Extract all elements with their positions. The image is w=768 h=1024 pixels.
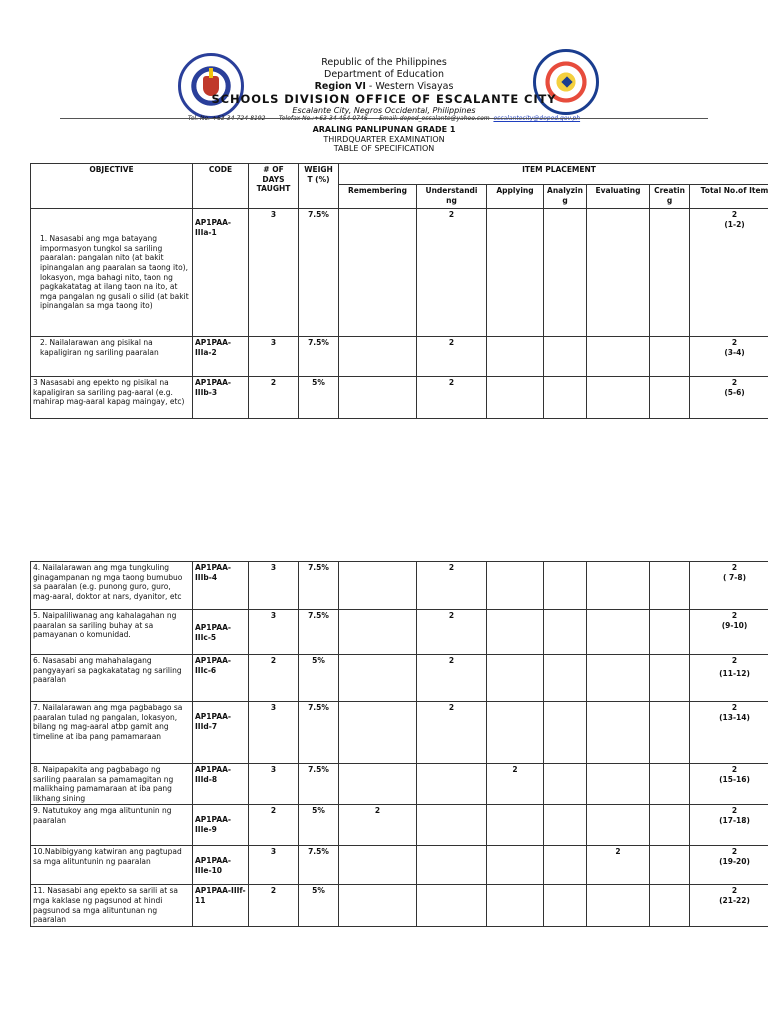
code-cell: AP1PAA-IIId-8: [193, 764, 249, 805]
header-analyzing: Analyzin g: [544, 185, 587, 209]
applying-cell: [487, 377, 544, 419]
total-cell: 2 (3-4): [690, 337, 768, 377]
creating-cell: [650, 885, 690, 926]
header-department: Department of Education: [324, 69, 444, 80]
table-row: [31, 846, 768, 885]
table-row: [31, 702, 768, 764]
analyzing-cell: [544, 846, 587, 885]
analyzing-cell: [544, 655, 587, 702]
table-row: [31, 610, 768, 655]
evaluating-cell: 2: [587, 846, 650, 885]
table-row: [31, 655, 768, 702]
total-cell: 2 (11-12): [690, 655, 768, 702]
code-cell: AP1PAA-IIIc-6: [193, 655, 249, 702]
header-contact: Tel. No. +63-34-724-8192 Telefax No.:+63-34-454-0746 Email: deped_escalante@yahoo.com escalantecity@deped.gov.ph: [187, 115, 581, 122]
table-row: [31, 337, 768, 377]
days-cell: 3: [249, 702, 299, 764]
code-cell: AP1PAA-IIIc-5: [193, 610, 249, 655]
weight-cell: 7.5%: [299, 702, 339, 764]
code-cell: AP1PAA-IIIa-2: [193, 337, 249, 377]
remembering-cell: [339, 610, 417, 655]
applying-cell: [487, 562, 544, 610]
remembering-cell: [339, 337, 417, 377]
objective-cell: 5. Naipaliliwanag ang kahalagahan ng paaralan sa sariling buhay at sa pamayanan o komunidad.: [31, 610, 193, 655]
header-days: # OF DAYS TAUGHT: [249, 164, 299, 209]
days-cell: 3: [249, 562, 299, 610]
table-row: [31, 885, 768, 926]
total-cell: 2 (1-2): [690, 209, 768, 337]
analyzing-cell: [544, 702, 587, 764]
days-cell: 2: [249, 655, 299, 702]
weight-cell: 7.5%: [299, 846, 339, 885]
header-item-placement: ITEM PLACEMENT: [339, 164, 768, 185]
analyzing-cell: [544, 805, 587, 846]
evaluating-cell: [587, 885, 650, 926]
remembering-cell: [339, 764, 417, 805]
understanding-cell: [417, 764, 487, 805]
analyzing-cell: [544, 209, 587, 337]
understanding-cell: 2: [417, 562, 487, 610]
email-link[interactable]: escalantecity@deped.gov.ph: [493, 115, 581, 122]
weight-cell: 7.5%: [299, 562, 339, 610]
days-cell: 2: [249, 805, 299, 846]
subject-title: ARALING PANLIPUNAN GRADE 1: [312, 125, 456, 134]
exam-title: THIRDQUARTER EXAMINATION: [323, 135, 445, 144]
creating-cell: [650, 562, 690, 610]
creating-cell: [650, 337, 690, 377]
analyzing-cell: [544, 562, 587, 610]
header-republic: Republic of the Philippines: [321, 57, 447, 68]
evaluating-cell: [587, 377, 650, 419]
total-cell: 2 (5-6): [690, 377, 768, 419]
objective-cell: 11. Nasasabi ang epekto sa sarili at sa mga kaklase ng pagsunod at hindi pagsunod sa mga alituntunan ng paaralan: [31, 885, 193, 926]
days-cell: 3: [249, 337, 299, 377]
weight-cell: 7.5%: [299, 764, 339, 805]
weight-cell: 5%: [299, 805, 339, 846]
creating-cell: [650, 377, 690, 419]
code-cell: AP1PAA-IIIe-10: [193, 846, 249, 885]
remembering-cell: [339, 655, 417, 702]
remembering-cell: [339, 562, 417, 610]
applying-cell: [487, 610, 544, 655]
evaluating-cell: [587, 562, 650, 610]
total-cell: 2 (13-14): [690, 702, 768, 764]
understanding-cell: 2: [417, 337, 487, 377]
evaluating-cell: [587, 764, 650, 805]
objective-cell: 2. Nailalarawan ang pisikal na kapaligiran ng sariling paaralan: [31, 337, 193, 377]
document-title: TABLE OF SPECIFICATION: [333, 144, 435, 153]
days-cell: 3: [249, 209, 299, 337]
days-cell: 2: [249, 885, 299, 926]
days-cell: 3: [249, 846, 299, 885]
code-cell: AP1PAA-IIIb-3: [193, 377, 249, 419]
evaluating-cell: [587, 337, 650, 377]
objective-cell: 8. Naipapakita ang pagbabago ng sariling paaralan sa pamamagitan ng malikhaing pamamaraan at iba pang likhang sining: [31, 764, 193, 805]
table-row: [31, 377, 768, 419]
days-cell: 2: [249, 377, 299, 419]
total-cell: 2 (9-10): [690, 610, 768, 655]
objective-cell: 6. Nasasabi ang mahahalagang pangyayari sa pagkakatatag ng sariling paaralan: [31, 655, 193, 702]
header-code: CODE: [193, 164, 249, 209]
header-creating: Creatin g: [650, 185, 690, 209]
remembering-cell: 2: [339, 805, 417, 846]
creating-cell: [650, 702, 690, 764]
understanding-cell: 2: [417, 209, 487, 337]
header-objective: OBJECTIVE: [31, 164, 193, 209]
header-region: Region VI - Western Visayas: [314, 81, 454, 92]
weight-cell: 5%: [299, 885, 339, 926]
total-cell: 2 (21-22): [690, 885, 768, 926]
weight-cell: 5%: [299, 655, 339, 702]
code-cell: AP1PAA-IIIf-11: [193, 885, 249, 926]
analyzing-cell: [544, 337, 587, 377]
total-cell: 2 ( 7-8): [690, 562, 768, 610]
code-cell: AP1PAA-IIIa-1: [193, 209, 249, 337]
table-row: [31, 562, 768, 610]
applying-cell: [487, 655, 544, 702]
creating-cell: [650, 805, 690, 846]
header-city: Escalante City, Negros Occidental, Philippines: [292, 106, 476, 115]
header-applying: Applying: [487, 185, 544, 209]
understanding-cell: 2: [417, 702, 487, 764]
table-row: [31, 805, 768, 846]
analyzing-cell: [544, 764, 587, 805]
applying-cell: [487, 337, 544, 377]
objective-cell: 3 Nasasabi ang epekto ng pisikal na kapaligiran sa sariling pag-aaral (e.g. mahirap mag-aaral kapag maingay, etc): [31, 377, 193, 419]
applying-cell: 2: [487, 764, 544, 805]
code-cell: AP1PAA-IIIe-9: [193, 805, 249, 846]
objective-cell: 4. Nailalarawan ang mga tungkuling ginagampanan ng mga taong bumubuo sa paaralan (e.g. punong guro, guro, mag-aaral, doktor at nars, dyanitor, etc: [31, 562, 193, 610]
creating-cell: [650, 610, 690, 655]
header-total: Total No.of Item: [690, 185, 768, 209]
analyzing-cell: [544, 377, 587, 419]
understanding-cell: 2: [417, 655, 487, 702]
understanding-cell: [417, 805, 487, 846]
tos-table-page2: [30, 561, 768, 927]
evaluating-cell: [587, 702, 650, 764]
table-row: [31, 764, 768, 805]
creating-cell: [650, 846, 690, 885]
analyzing-cell: [544, 610, 587, 655]
creating-cell: [650, 655, 690, 702]
applying-cell: [487, 885, 544, 926]
tos-table-page1: [30, 163, 768, 419]
understanding-cell: 2: [417, 377, 487, 419]
objective-cell: 9. Natutukoy ang mga alituntunin ng paaralan: [31, 805, 193, 846]
header-divider: [60, 118, 708, 119]
applying-cell: [487, 209, 544, 337]
code-cell: AP1PAA-IIId-7: [193, 702, 249, 764]
remembering-cell: [339, 846, 417, 885]
objective-cell: 10.Nabibigyang katwiran ang pagtupad sa mga alituntunin ng paaralan: [31, 846, 193, 885]
total-cell: 2 (15-16): [690, 764, 768, 805]
weight-cell: 7.5%: [299, 209, 339, 337]
weight-cell: 5%: [299, 377, 339, 419]
analyzing-cell: [544, 885, 587, 926]
remembering-cell: [339, 885, 417, 926]
evaluating-cell: [587, 805, 650, 846]
remembering-cell: [339, 702, 417, 764]
remembering-cell: [339, 377, 417, 419]
weight-cell: 7.5%: [299, 337, 339, 377]
table-row: [31, 209, 768, 337]
understanding-cell: [417, 846, 487, 885]
understanding-cell: 2: [417, 610, 487, 655]
header-evaluating: Evaluating: [587, 185, 650, 209]
header-weight: WEIGH T (%): [299, 164, 339, 209]
evaluating-cell: [587, 610, 650, 655]
applying-cell: [487, 846, 544, 885]
creating-cell: [650, 764, 690, 805]
remembering-cell: [339, 209, 417, 337]
applying-cell: [487, 805, 544, 846]
header-division: SCHOOLS DIVISION OFFICE OF ESCALANTE CITY: [211, 92, 557, 106]
header-understanding: Understandi ng: [417, 185, 487, 209]
weight-cell: 7.5%: [299, 610, 339, 655]
evaluating-cell: [587, 209, 650, 337]
days-cell: 3: [249, 610, 299, 655]
applying-cell: [487, 702, 544, 764]
objective-cell: 7. Nailalarawan ang mga pagbabago sa paaralan tulad ng pangalan, lokasyon, bilang ng mag-aaral atbp gamit ang timeline at iba pang pamamaraan: [31, 702, 193, 764]
evaluating-cell: [587, 655, 650, 702]
total-cell: 2 (19-20): [690, 846, 768, 885]
header-remembering: Remembering: [339, 185, 417, 209]
code-cell: AP1PAA-IIIb-4: [193, 562, 249, 610]
total-cell: 2 (17-18): [690, 805, 768, 846]
understanding-cell: [417, 885, 487, 926]
objective-cell: 1. Nasasabi ang mga batayang impormasyon tungkol sa sariling paaralan: pangalan nito (at bakit ipinangalan ang paaralan sa taong ito), lokasyon, mga bahagi nito, taon ng pagkakatatag at ilang taon na ito, at mga pangalan ng gusali o silid (at bakit ipinangalan sa mga taong ito): [31, 209, 193, 337]
creating-cell: [650, 209, 690, 337]
days-cell: 3: [249, 764, 299, 805]
